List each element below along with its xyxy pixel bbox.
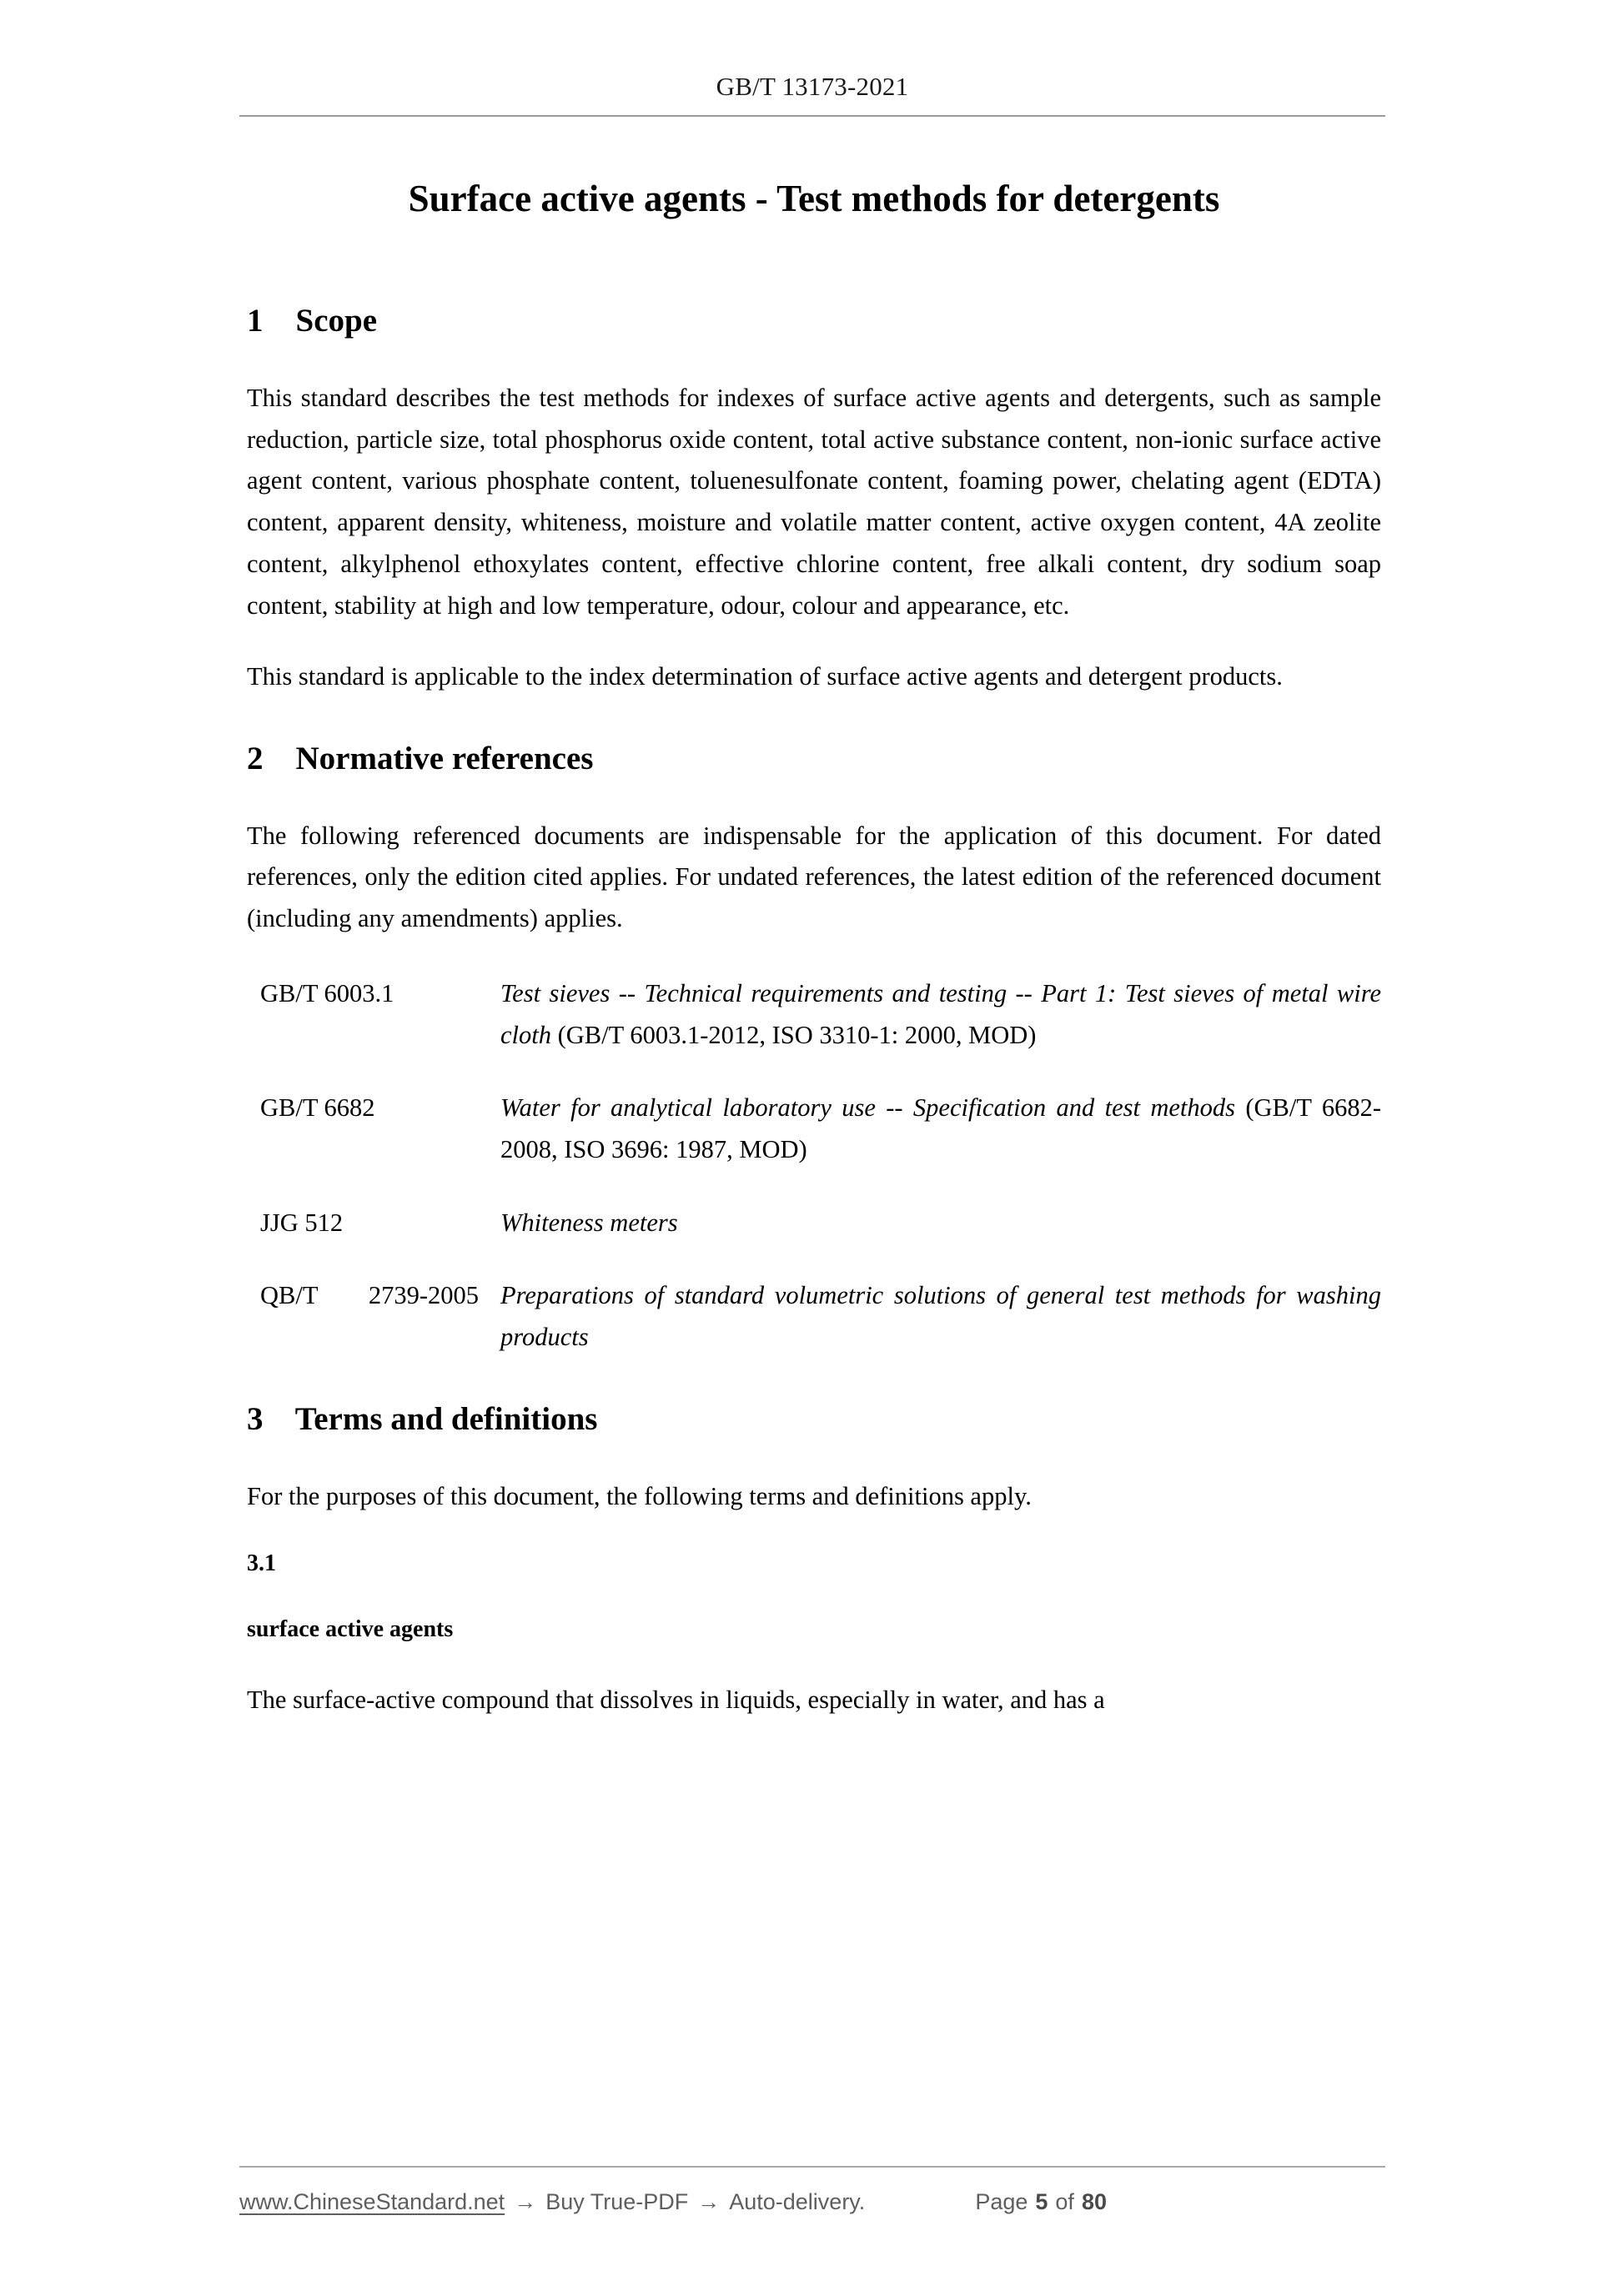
terms-intro-paragraph: For the purposes of this document, the following terms and definitions apply. [247, 1481, 1032, 1510]
reference-entry [247, 973, 1381, 1088]
scope-paragraph-2: This standard is applicable to the index determination of surface active agents and detergent products. [247, 662, 1283, 691]
page-footer [239, 2166, 1385, 2217]
footer-content [239, 2188, 1385, 2217]
reference-title-cell [500, 973, 1381, 1088]
footer-divider [239, 2166, 1385, 2168]
reference-title-cell [500, 1203, 1381, 1276]
page-of-label: of [1055, 2188, 1074, 2214]
reference-entry [247, 1275, 1381, 1358]
chinesestandard-website-link[interactable]: www.ChineseStandard.net [239, 2188, 505, 2214]
arrow-right-icon: → [697, 2188, 721, 2214]
reference-title: Preparations of standard volumetric solutions of general test methods for washing products [500, 1281, 1381, 1352]
reference-code-cell [247, 1088, 500, 1202]
header-standard-code: GB/T 13173-2021 [716, 72, 909, 101]
page-header [239, 71, 1385, 117]
section-heading-terms-and-definitions: 3 Terms and definitions [247, 1400, 598, 1437]
reference-equivalence: (GB/T 6682-2008, ISO 3696: 1987, MOD) [500, 1093, 1381, 1163]
term-entry [247, 1547, 1381, 1721]
section-heading-scope: 1 Scope [247, 303, 377, 339]
reference-entry [247, 1203, 1381, 1276]
term-name: surface active agents [247, 1616, 454, 1643]
current-page-number: 5 [1035, 2188, 1048, 2214]
reference-code-cell [247, 1203, 500, 1276]
page-content [247, 175, 1381, 1762]
section-terms-and-definitions [247, 1400, 1381, 1721]
term-definition: The surface-active compound that dissolves in liquids, especially in water, and has a [247, 1685, 1105, 1714]
footer-offer-auto-delivery: Auto-delivery. [729, 2188, 866, 2214]
reference-code: QB/T 2739-2005 [260, 1281, 479, 1310]
section-scope [247, 302, 1381, 698]
reference-title: Test sieves -- Technical requirements and testing -- Part 1: Test sieves of metal wire cloth [500, 978, 1381, 1049]
reference-code: GB/T 6003.1 [260, 978, 394, 1007]
reference-title: Whiteness meters [500, 1208, 678, 1237]
reference-code: GB/T 6682 [260, 1093, 375, 1123]
reference-title: Water for analytical laboratory use -- Specification and test methods [500, 1093, 1236, 1123]
footer-promo [239, 2188, 865, 2217]
normative-references-paragraph: The following referenced documents are indispensable for the application of this document. For dated references, only the edition cited applies. For undated references, the latest edition of the referenced document (including any amendments) applies. [247, 821, 1381, 933]
reference-title-cell [500, 1275, 1381, 1358]
arrow-right-icon: → [514, 2188, 537, 2214]
reference-code-cell [247, 973, 500, 1088]
section-normative-references [247, 740, 1381, 1359]
page-indicator [975, 2188, 1107, 2217]
reference-code: JJG 512 [260, 1208, 344, 1237]
section-heading-normative-references: 2 Normative references [247, 740, 594, 776]
reference-code-cell [247, 1275, 500, 1358]
term-number: 3.1 [247, 1550, 276, 1577]
footer-offer-buy-true-pdf: Buy True-PDF [545, 2188, 689, 2214]
reference-entry [247, 1088, 1381, 1202]
page-label: Page [975, 2188, 1028, 2214]
reference-title-cell [500, 1088, 1381, 1202]
normative-reference-list [247, 973, 1381, 1359]
total-page-count: 80 [1081, 2188, 1107, 2214]
scope-paragraph-1: This standard describes the test methods for indexes of surface active agents and detergents, such as sample reduction, particle size, total phosphorus oxide content, total active substance content, non-ionic surface active agent content, various phosphate content, toluenesulfonate content, foaming power, chelating agent (EDTA) content, apparent density, whiteness, moisture and volatile matter content, active oxygen content, 4A zeolite content, alkylphenol ethoxylates content, effective chlorine content, free alkali content, dry sodium soap content, stability at high and low temperature, odour, colour and appearance, etc. [247, 384, 1381, 620]
header-divider [239, 115, 1385, 117]
document-title: Surface active agents - Test methods for detergents [408, 178, 1220, 219]
reference-equivalence: (GB/T 6003.1-2012, ISO 3310-1: 2000, MOD) [551, 1020, 1037, 1049]
